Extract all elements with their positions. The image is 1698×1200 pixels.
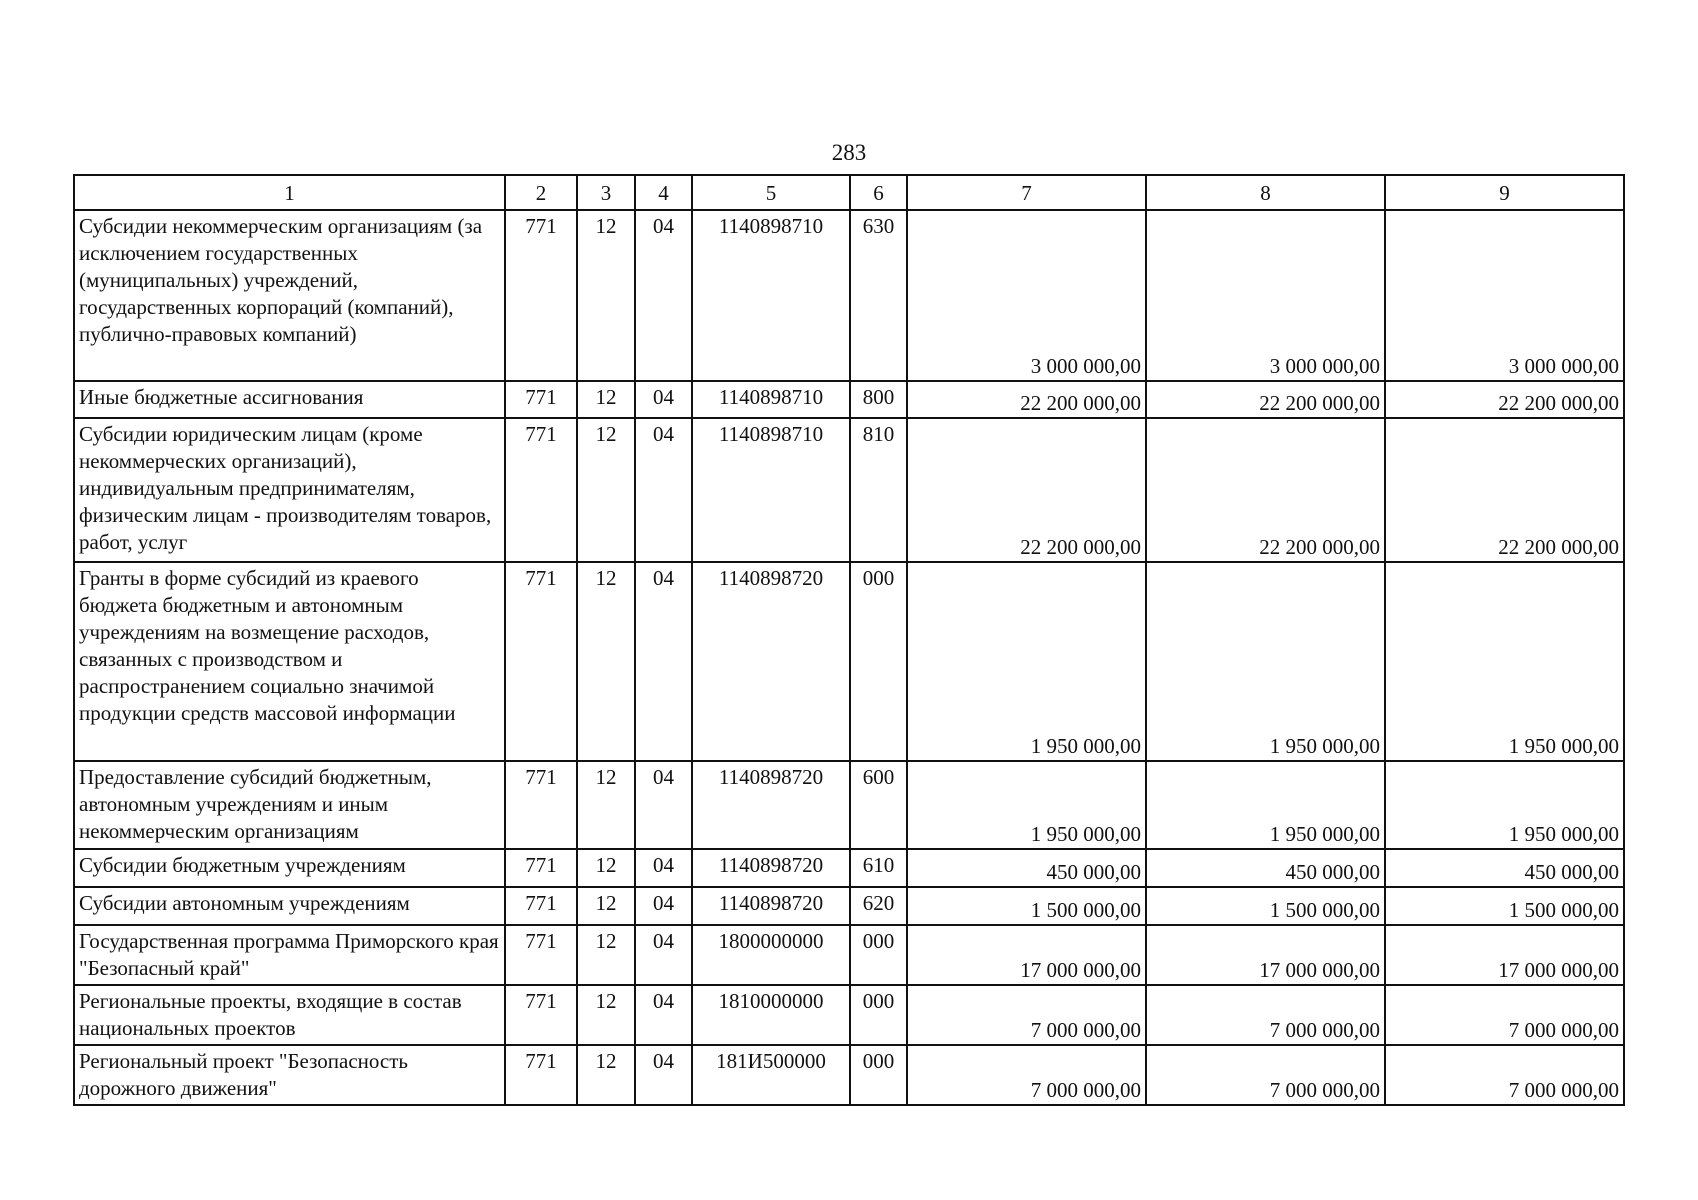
col-5-value: 1140898710 bbox=[692, 381, 850, 418]
col-4-value: 04 bbox=[635, 925, 692, 985]
col-9-amount: 7 000 000,00 bbox=[1385, 1045, 1624, 1105]
row-name: Субсидии юридическим лицам (кроме некоммерческих организаций), индивидуальным предпринимателям, физическим лицам - производителям товаров, работ, услуг bbox=[74, 418, 505, 562]
col-5-value: 1140898710 bbox=[692, 418, 850, 562]
col-6-value: 800 bbox=[850, 381, 907, 418]
table-header-row bbox=[74, 175, 1624, 210]
col-7-amount: 22 200 000,00 bbox=[907, 381, 1146, 418]
col-8-amount: 1 950 000,00 bbox=[1146, 562, 1385, 761]
col-2-value: 771 bbox=[505, 925, 577, 985]
table-row bbox=[74, 985, 1624, 1045]
col-7-amount: 7 000 000,00 bbox=[907, 1045, 1146, 1105]
col-5-value: 1800000000 bbox=[692, 925, 850, 985]
page-number: 283 bbox=[831, 140, 867, 165]
col-2-value: 771 bbox=[505, 985, 577, 1045]
col-3-value: 12 bbox=[577, 985, 635, 1045]
table-row bbox=[74, 210, 1624, 381]
col-3-value: 12 bbox=[577, 1045, 635, 1105]
col-5-value: 1140898720 bbox=[692, 849, 850, 887]
column-header: 2 bbox=[505, 175, 577, 210]
table-row bbox=[74, 925, 1624, 985]
table-row bbox=[74, 562, 1624, 761]
col-8-amount: 3 000 000,00 bbox=[1146, 210, 1385, 381]
col-6-value: 000 bbox=[850, 562, 907, 761]
col-5-value: 1140898710 bbox=[692, 210, 850, 381]
col-7-amount: 7 000 000,00 bbox=[907, 985, 1146, 1045]
table-row bbox=[74, 887, 1624, 925]
col-4-value: 04 bbox=[635, 849, 692, 887]
col-6-value: 610 bbox=[850, 849, 907, 887]
col-9-amount: 3 000 000,00 bbox=[1385, 210, 1624, 381]
col-2-value: 771 bbox=[505, 562, 577, 761]
column-header: 8 bbox=[1146, 175, 1385, 210]
col-6-value: 000 bbox=[850, 925, 907, 985]
col-2-value: 771 bbox=[505, 210, 577, 381]
col-8-amount: 17 000 000,00 bbox=[1146, 925, 1385, 985]
col-3-value: 12 bbox=[577, 925, 635, 985]
col-8-amount: 7 000 000,00 bbox=[1146, 1045, 1385, 1105]
col-7-amount: 1 950 000,00 bbox=[907, 562, 1146, 761]
col-8-amount: 1 950 000,00 bbox=[1146, 761, 1385, 849]
col-3-value: 12 bbox=[577, 761, 635, 849]
col-4-value: 04 bbox=[635, 761, 692, 849]
column-header: 6 bbox=[850, 175, 907, 210]
col-3-value: 12 bbox=[577, 849, 635, 887]
table-row bbox=[74, 1045, 1624, 1105]
col-7-amount: 3 000 000,00 bbox=[907, 210, 1146, 381]
row-name: Гранты в форме субсидий из краевого бюджета бюджетным и автономным учреждениям на возмещение расходов, связанных с производством и распространением социально значимой продукции средств массовой информации bbox=[74, 562, 505, 761]
col-3-value: 12 bbox=[577, 562, 635, 761]
col-3-value: 12 bbox=[577, 887, 635, 925]
col-9-amount: 22 200 000,00 bbox=[1385, 381, 1624, 418]
col-2-value: 771 bbox=[505, 761, 577, 849]
col-9-amount: 17 000 000,00 bbox=[1385, 925, 1624, 985]
column-header: 9 bbox=[1385, 175, 1624, 210]
table-row bbox=[74, 381, 1624, 418]
col-4-value: 04 bbox=[635, 418, 692, 562]
col-2-value: 771 bbox=[505, 381, 577, 418]
row-name: Предоставление субсидий бюджетным, автономным учреждениям и иным некоммерческим организациям bbox=[74, 761, 505, 849]
col-6-value: 810 bbox=[850, 418, 907, 562]
column-header: 5 bbox=[692, 175, 850, 210]
col-7-amount: 22 200 000,00 bbox=[907, 418, 1146, 562]
col-2-value: 771 bbox=[505, 1045, 577, 1105]
col-8-amount: 450 000,00 bbox=[1146, 849, 1385, 887]
row-name: Региональные проекты, входящие в состав национальных проектов bbox=[74, 985, 505, 1045]
column-header: 1 bbox=[74, 175, 505, 210]
col-6-value: 630 bbox=[850, 210, 907, 381]
col-9-amount: 1 950 000,00 bbox=[1385, 761, 1624, 849]
col-2-value: 771 bbox=[505, 887, 577, 925]
col-5-value: 1140898720 bbox=[692, 761, 850, 849]
col-4-value: 04 bbox=[635, 985, 692, 1045]
column-header: 7 bbox=[907, 175, 1146, 210]
col-7-amount: 450 000,00 bbox=[907, 849, 1146, 887]
table-row bbox=[74, 761, 1624, 849]
col-5-value: 1810000000 bbox=[692, 985, 850, 1045]
row-name: Субсидии некоммерческим организациям (за исключением государственных (муниципальных) учреждений, государственных корпораций (компаний), публично-правовых компаний) bbox=[74, 210, 505, 381]
table-row bbox=[74, 418, 1624, 562]
col-8-amount: 22 200 000,00 bbox=[1146, 418, 1385, 562]
col-2-value: 771 bbox=[505, 418, 577, 562]
col-4-value: 04 bbox=[635, 887, 692, 925]
col-6-value: 600 bbox=[850, 761, 907, 849]
col-7-amount: 1 500 000,00 bbox=[907, 887, 1146, 925]
col-8-amount: 22 200 000,00 bbox=[1146, 381, 1385, 418]
row-name: Субсидии автономным учреждениям bbox=[74, 887, 505, 925]
col-3-value: 12 bbox=[577, 381, 635, 418]
col-9-amount: 450 000,00 bbox=[1385, 849, 1624, 887]
col-8-amount: 7 000 000,00 bbox=[1146, 985, 1385, 1045]
col-5-value: 1140898720 bbox=[692, 562, 850, 761]
col-4-value: 04 bbox=[635, 562, 692, 761]
col-6-value: 000 bbox=[850, 985, 907, 1045]
row-name: Иные бюджетные ассигнования bbox=[74, 381, 505, 418]
col-9-amount: 1 950 000,00 bbox=[1385, 562, 1624, 761]
table-row bbox=[74, 849, 1624, 887]
col-3-value: 12 bbox=[577, 418, 635, 562]
col-4-value: 04 bbox=[635, 1045, 692, 1105]
column-header: 4 bbox=[635, 175, 692, 210]
col-5-value: 181И500000 bbox=[692, 1045, 850, 1105]
col-4-value: 04 bbox=[635, 381, 692, 418]
col-4-value: 04 bbox=[635, 210, 692, 381]
col-9-amount: 7 000 000,00 bbox=[1385, 985, 1624, 1045]
row-name: Региональный проект "Безопасность дорожного движения" bbox=[74, 1045, 505, 1105]
budget-table bbox=[73, 174, 1625, 1106]
col-7-amount: 17 000 000,00 bbox=[907, 925, 1146, 985]
col-9-amount: 1 500 000,00 bbox=[1385, 887, 1624, 925]
col-9-amount: 22 200 000,00 bbox=[1385, 418, 1624, 562]
col-7-amount: 1 950 000,00 bbox=[907, 761, 1146, 849]
col-3-value: 12 bbox=[577, 210, 635, 381]
col-8-amount: 1 500 000,00 bbox=[1146, 887, 1385, 925]
col-6-value: 620 bbox=[850, 887, 907, 925]
row-name: Государственная программа Приморского края "Безопасный край" bbox=[74, 925, 505, 985]
col-5-value: 1140898720 bbox=[692, 887, 850, 925]
col-6-value: 000 bbox=[850, 1045, 907, 1105]
row-name: Субсидии бюджетным учреждениям bbox=[74, 849, 505, 887]
column-header: 3 bbox=[577, 175, 635, 210]
col-2-value: 771 bbox=[505, 849, 577, 887]
